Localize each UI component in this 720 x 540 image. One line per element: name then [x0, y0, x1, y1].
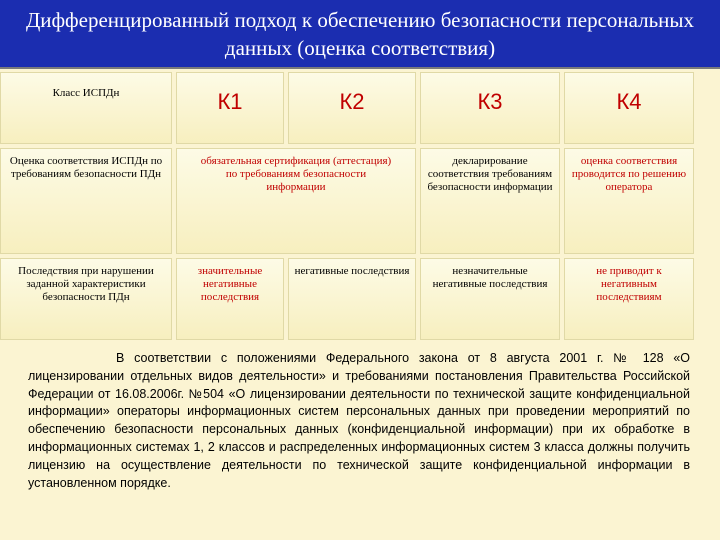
- consequences-k2: негативные последствия: [294, 265, 410, 277]
- licensing-paragraph: В соответствии с положениями Федерального закона от 8 августа 2001 г. № 128 «О лицензировании отдельных видов деятельности» и требованиями постановления Правительства Российской Федерации от 16.08.2006г. №504 «О лицензировании деятельности по технической защите конфиденциальной информации» операторы информационных систем персональных данных при проведении мероприятий по обеспечению безопасности персональных данных (конфиденциальной информации) при их обработке в информационных системах 1, 2 классов и распределенных информационных систем 3 класса должны получить лицензию на осуществление деятельности по технической защите конфиденциальной информации в установленном порядке.: [28, 351, 690, 490]
- consequences-k4-cell: [564, 258, 694, 340]
- consequences-k1: значительные негативные последствия: [197, 265, 263, 303]
- conformity-k3-cell: [420, 148, 560, 254]
- class-k3: К3: [477, 89, 503, 114]
- consequences-k1-cell: [176, 258, 284, 340]
- consequences-k4: не приводит к негативным последствиям: [596, 265, 662, 303]
- class-k1: К1: [217, 89, 243, 114]
- consequences-k3: незначительные негативные последствия: [432, 265, 548, 290]
- class-k4: К4: [616, 89, 642, 114]
- classification-table: [0, 72, 720, 340]
- class-k2-cell: [288, 72, 416, 144]
- header-label: Класс ИСПДн: [52, 87, 120, 99]
- conformity-k1-k2: обязательная сертификация (аттестация) по требованиям безопасности информации: [200, 155, 392, 193]
- conformity-k1-k2-cell: [176, 148, 416, 254]
- conformity-label: Оценка соответствия ИСПДн по требованиям безопасности ПДн: [9, 155, 163, 180]
- consequences-k2-cell: [288, 258, 416, 340]
- consequences-label: Последствия при нарушении заданной характеристики безопасности ПДн: [18, 265, 154, 303]
- class-k1-cell: [176, 72, 284, 144]
- class-k4-cell: [564, 72, 694, 144]
- class-k2: К2: [339, 89, 365, 114]
- conformity-k4-cell: [564, 148, 694, 254]
- title-divider: [0, 67, 720, 69]
- consequences-label-cell: [0, 258, 172, 340]
- conformity-label-cell: [0, 148, 172, 254]
- slide-title: Дифференцированный подход к обеспечению безопасности персональных данных (оценка соответствия): [25, 8, 695, 60]
- class-k3-cell: [420, 72, 560, 144]
- title-bar: [0, 0, 720, 67]
- header-label-cell: [0, 72, 172, 144]
- conformity-k3: декларирование соответствия требованиям безопасности информации: [427, 155, 553, 193]
- consequences-k3-cell: [420, 258, 560, 340]
- conformity-k4: оценка соответствия проводится по решению оператора: [571, 155, 687, 193]
